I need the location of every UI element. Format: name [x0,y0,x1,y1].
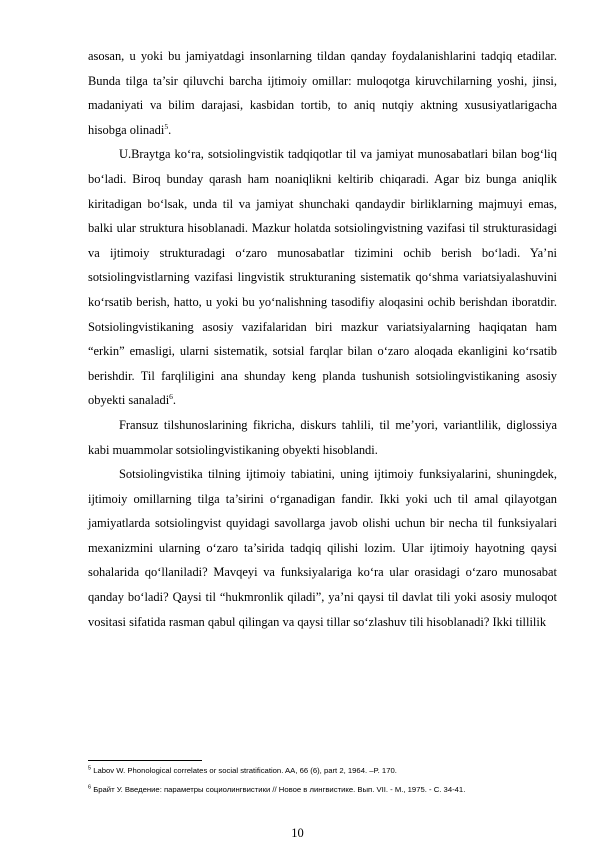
footnote [88,784,557,797]
paragraph-tail: . [168,122,172,137]
paragraph [88,142,557,413]
paragraph-text: Fransuz tilshunoslarining fikricha, diskurs tahlili, til me’yori, variantlilik, diglossiya kabi muammolar sotsiolingvistikaning obyekti hisoblandi. [88,417,557,457]
paragraph-text: U.Braytga ko‘ra, sotsiolingvistik tadqiqotlar til va jamiyat munosabatlari bilan bog‘liq bo‘ladi. Biroq bunday qarash ham noaniqlikni keltirib chiqaradi. Agar biz bunga aniqlik kiritadigan bo‘lsak, unda til va jamiyat shunchaki qandaydir birliklarning majmuyi emas, balki ular struktura hisoblanadi. Mazkur holatda sotsiolingvistning vazifasi til strukturasidagi va ijtimoiy strukturadagi o‘zaro munosabatlar tizimini ochib berish bo‘ladi. Ya’ni sotsiolingvistlarning vazifasi lingvistik strukturaning sistematik qo‘shma variatsiyalashuvini ko‘rsatib berish, hatto, u yoki bu yo‘nalishning tasodifiy aloqasini ochib berishdan iboratdir. Sotsiolingvistikaning asosiy vazifalaridan biri mazkur variatsiyalarning haqiqatan ham “erkin” emasligi, ularni sistematik, sotsial farqlar bilan o‘zaro aloqada ekanligini ko‘rsatib berishdir. Til farqliligini ana shunday keng planda tushunish sotsiolingvistikaning asosiy obyekti sanaladi [88,147,557,408]
footnote-ref: 5 [164,121,169,131]
body-text [88,44,557,634]
footnote-ref: 6 [169,392,173,402]
paragraph-text: Sotsiolingvistika tilning ijtimoiy tabiatini, uning ijtimoiy funksiyalarini, shuningdek, ijtimoiy omillarning tilga ta’sirini o‘rganadigan fandir. Ikki yoki uch til amal qilayotgan jamiyatlarda sotsiolingvist quyidagi savollarga javob olishi uchun bir necha til funksiyalari mexanizmini ularning o‘zaro ta’sirida tadqiq qilishi lozim. Ular ijtimoiy hayotning qaysi sohalarida qo‘llaniladi? Mavqeyi va funksiyalariga ko‘ra ular orasidagi o‘zaro munosabat qanday bo‘ladi? Qaysi til “hukmronlik qiladi”, ya’ni qaysi til davlat tili yoki asosiy muloqot vositasi sifatida rasman qabul qilingan va qaysi tillar so‘zlashuv tili hisoblanadi? Ikki tillilik [88,467,557,629]
footnote [88,765,557,778]
footnotes [88,765,557,802]
footnote-mark: 5 [88,765,92,772]
footnote-text: Labov W. Phonological correlates or social stratification. AA, 66 (6), part 2, 1964. –P. 170. [93,766,397,775]
paragraph [88,413,557,462]
footnote-text: Брайт У. Введение: параметры социолингвистики // Новое в лингвистике. Вып. VII. - М., 1975. - С. 34-41. [93,784,466,794]
paragraph [88,462,557,634]
paragraph-text: asosan, u yoki bu jamiyatdagi insonlarning tildan qanday foydalanishlarini tadqiq etadilar. Bunda tilga ta’sir qiluvchi barcha ijtimoiy omillar: muloqotga kiruvchilarning yoshi, jinsi, madaniyati va bilim darajasi, kasbidan tortib, to aniq nutqiy aktning xususiyatlarigacha hisobga olinadi [88,49,557,137]
paragraph-tail: . [172,393,177,408]
paragraph [88,44,557,142]
footnote-separator [88,760,202,761]
footnote-mark: 6 [88,783,92,790]
page-number: 10 [291,826,304,840]
